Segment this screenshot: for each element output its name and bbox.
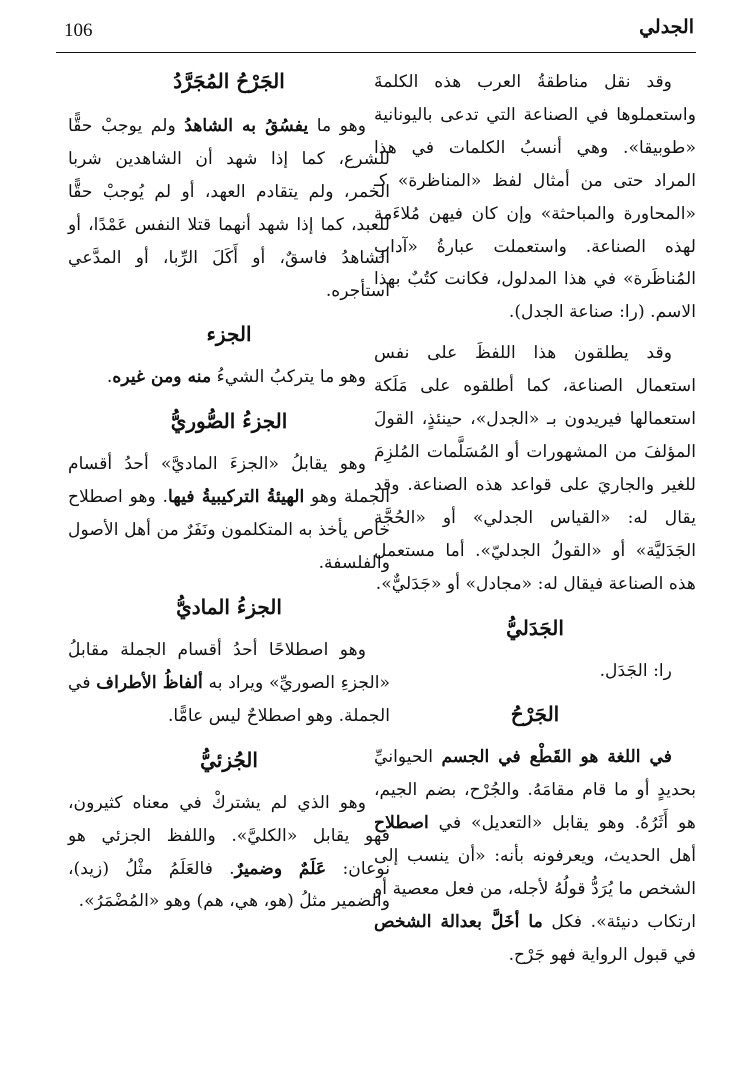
entry-heading: الجَدَليُّ <box>506 615 564 640</box>
text-run: في قبول الرواية فهو جَرْح. <box>508 944 696 965</box>
left-column <box>68 66 390 926</box>
entry-heading: الجَرْحُ <box>510 702 560 727</box>
paragraph <box>68 787 390 919</box>
text-run: وهو ما يتركبُ الشيءُ <box>211 367 366 388</box>
text-run: . فالعَلَمُ مثْلُ (زيد)، والضمير مثلُ (هو، هي، هم) وهو «المُضْمَرُ». <box>68 858 390 912</box>
running-head: الجدلي <box>639 16 694 38</box>
text-run: وهو الذي لم يشتركْ في معناه كثيرون، فهو يقابل «الكليَّ». واللفظ الجزئي هو نوعان: <box>68 792 391 879</box>
page-number: 106 <box>64 20 93 41</box>
page-header <box>56 14 696 53</box>
paragraph: وقد يطلقون هذا اللفظَ على نفس استعمال الصناعة، كما أطلقوه على مَلَكة استعمالها فيريدون بـ «الجدل»، حينئذٍ، القولَ المؤلفَ من المشهورات أو المُسَلَّمات المُلزِمَ للغير والجاريَ على قواعد هذه الصناعة. وقد يقال له: «القياس الجدلي» أو «الحُجَّة الجَدَليَّة» أو «القولُ الجدليّ». أما مستعمل هذه الصناعة فيقال له: «مجادل» أو «جَدَليٌّ». <box>374 343 696 594</box>
text-run: وهو ما <box>308 116 366 136</box>
text-run: . وهو اصطلاح خاص يأخذ به المتكلمون ونَفَرٌ من أهل الأصول والفلسفة. <box>68 487 390 574</box>
bold-term: الهيئةُ التركيبيةُ فيها <box>168 487 305 508</box>
paragraph: وقد نقل مناطقةُ العرب هذه الكلمةَ واستعملوها في الصناعة التي تدعى باليونانية «طوبيقا». وهي أنسبُ الكلمات في هذا المراد حتى من أمثال لفظ «المناظرة» كـ «المحاورة والمباحثة» وإن كان فيهن مُلاءَمة لهذه الصناعة. واستعملت عبارةُ «آدابِ المُناظَرة» في هذا المدلول، فكانت كتُبٌ بهذا الاسم. (را: صناعة الجدل). <box>374 72 696 323</box>
bold-term: في اللغة هو القَطْع في الجسم <box>441 747 672 768</box>
bold-term: منه ومن غيره <box>112 367 212 388</box>
text-run: في الجملة. وهو اصطلاحٌ ليس عامًّا. <box>68 672 390 726</box>
text-run: أهل الحديث، ويعرفونه بأنه: «أن ينسب إلى الشخص ما يُرَدُّ قولُهُ لأجله، من فعل معصية أو ارتكاب دنيئة». فكل <box>374 846 696 932</box>
text-run: الحيوانيِّ بحديدٍ أو ما قام مقامَهُ. والجُرْح، بضم الجيم، هو أَثَرُهُ. وهو يقابل «التعديل» في <box>374 747 696 834</box>
entry-heading: الجزء <box>206 322 252 347</box>
text-run: ولم يوجبْ حقًّا للشرع، كما إذا شهد أن الشاهدين شربا الخمر، ولم يتقادم العهد، أو لم يُوجبْ حقًّا للعبد، كما إذا شهد أنهما قتلا النفس عَمْدًا، أو الشاهدُ فاسقٌ، أو أَكَلَ الرِّبا، أو المدَّعي استأجره. <box>68 116 390 301</box>
entry-heading: الجُزئيُّ <box>200 747 258 772</box>
paragraph <box>68 448 390 580</box>
paragraph <box>374 741 696 971</box>
entry-heading: الجزءُ الماديُّ <box>176 594 282 619</box>
text-run: وهو يقابلُ «الجزءَ الماديَّ» أحدُ أقسام الجملة وهو <box>68 454 390 508</box>
bold-term: ألفاظُ الأطراف <box>96 672 203 693</box>
paragraph: را: الجَدَل. <box>599 660 672 681</box>
right-column <box>374 66 696 980</box>
text-run: . <box>106 367 113 388</box>
entry-heading: الجَرْحُ المُجَرَّدُ <box>173 69 285 93</box>
paragraph <box>68 110 390 307</box>
paragraph <box>68 361 390 394</box>
bold-term: ما أخَلَّ بعدالة الشخص <box>374 911 543 932</box>
paragraph <box>68 634 390 733</box>
entry-heading: الجزءُ الصُّوريُّ <box>170 409 288 434</box>
bold-term: اصطلاح <box>374 813 429 834</box>
text-run: وهو اصطلاحًا أحدُ أقسام الجملة مقابلُ «الجزءِ الصوريِّ» ويراد به <box>68 639 390 693</box>
bold-term: يفسُقُ به الشاهدُ <box>184 116 309 136</box>
bold-term: عَلَمٌ وضميرٌ <box>234 858 327 879</box>
